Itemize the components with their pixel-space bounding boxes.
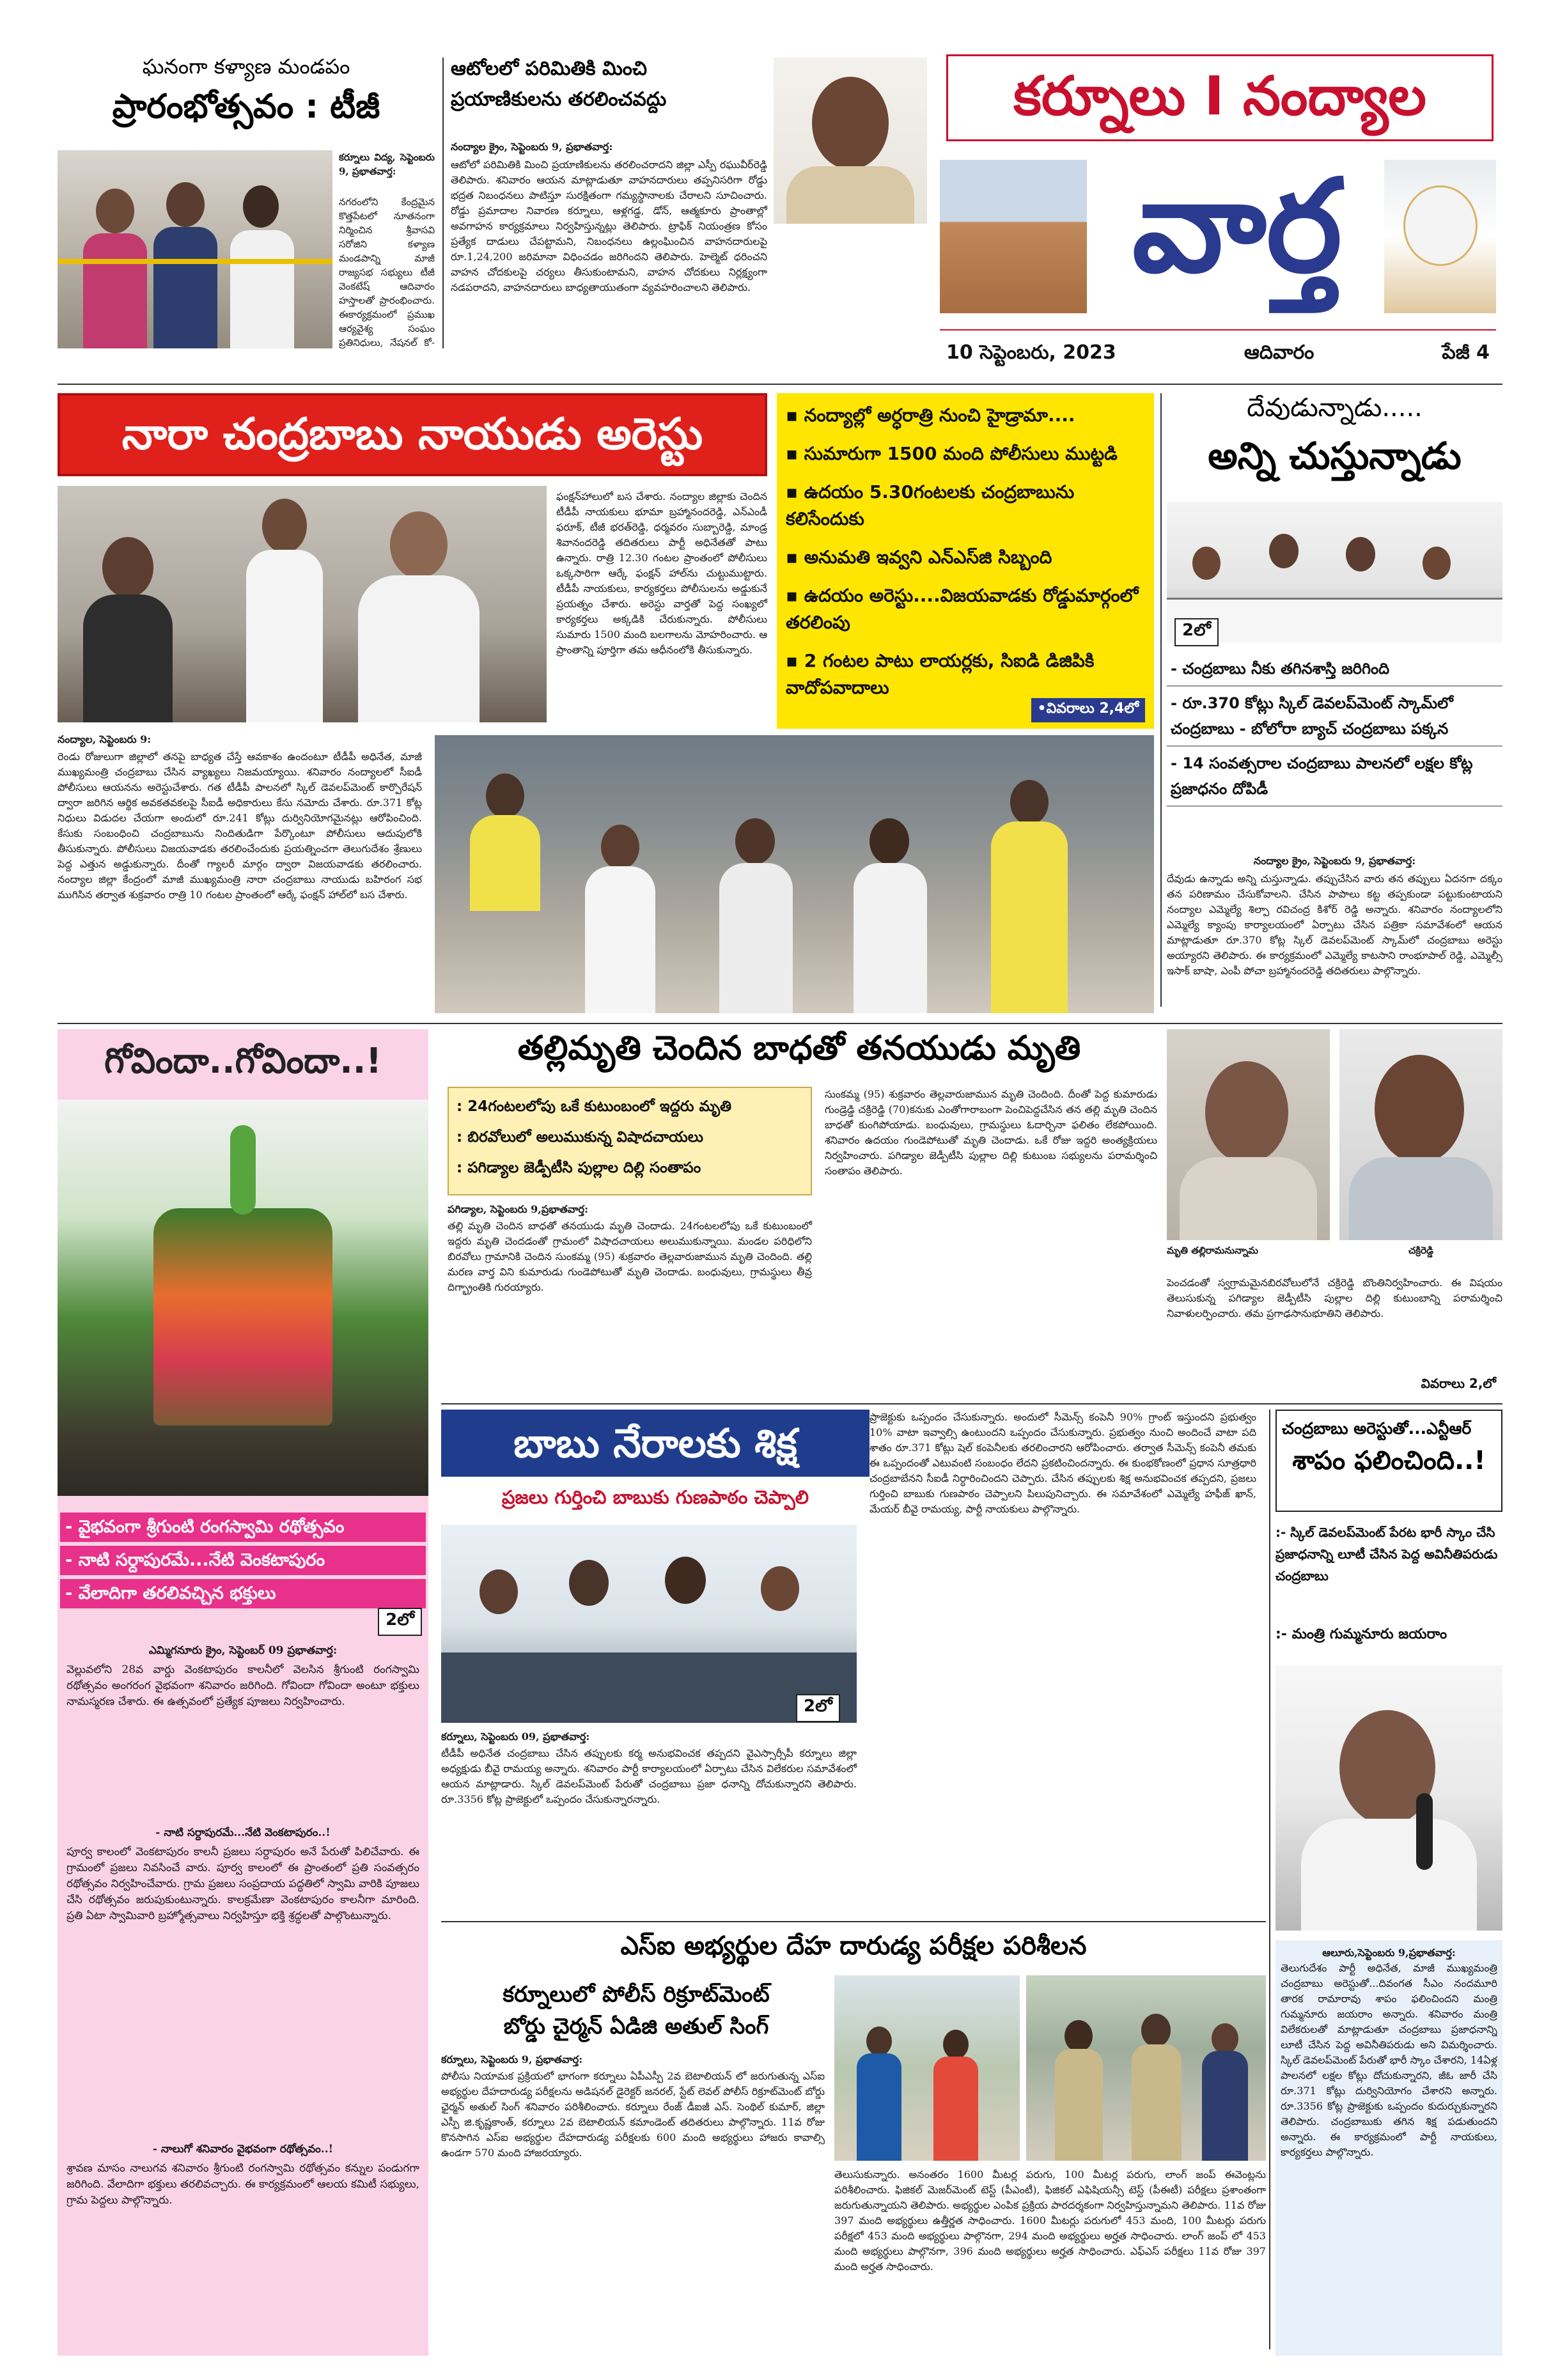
story-si-body: పోలీసు నియామక ప్రక్రియలో భాగంగా కర్నూలు ఏపీఎస్పీ 2వ బెటాలియన్ లో జరుగుతున్న ఎస్ఐ అభ్యర్థుల దేహదారుడ్య పరీక్షలను అడిషనల్ డైరెక్టర్ జనరల్, స్టేట్ లెవల్ పోలీస్ రిక్రూట్‌మెంట్ బోర్డు ఛైర్మన్ అతుల్ సింగ్ శనివారం పరిశీలించారు. కర్నూలు రేంజ్ డీఐజీ ఎస్. సెంథిల్ కుమార్, జిల్లా ఎస్పీ జి.కృష్ణకాంత్, కర్నూలు 2వ బెటాలియన్ కమాండెంట్ తదితరులు పాల్గొన్నారు. 11వ రోజు కొనసాగిన ఎస్ఐ అభ్యర్థుల దేహదారుడ్య పరీక్షలకు 600 మంది అభ్యర్థులు హాజరు కావాల్సి ఉండగా 570 మంది హాజరయ్యారు. — [441, 2070, 825, 2159]
story-babu-neralu-headline-box — [441, 1410, 870, 1477]
story-si-body2: తెలుసుకున్నారు. అనంతరం 1600 మీటర్ల పరుగు, 100 మీటర్ల పరుగు, లాంగ్ జంప్ ఈవెంట్లను పరిశీలించారు. ఫిజికల్ మెజర్‌మెంట్ టెస్ట్ (పీఎంటీ), ఫిజికల్ ఎఫిషియన్సీ టెస్ట్ (పీఈటీ) పరీక్షలు ప్రశాంతంగా జరుగుతున్నాయని తెలిపారు. అభ్యర్థుల ఎంపిక ప్రక్రియ పారదర్శకంగా నిర్వహిస్తున్నామని తెలిపారు. 11వ రోజు 397 మంది అభ్యర్థులు ఉత్తీర్ణత సాధించారు. 1600 మీటర్లు పరుగులో 453 మంది, 100 మీటర్లు పరుగు పరీక్షలో 453 మంది అభ్యర్థులు పాల్గొనగా, 294 మంది అభ్యర్థులు అర్హత సాధించారు. లాంగ్ జంప్ లో 453 మంది అభ్యర్థులు పాల్గొనగా, 396 మంది అభ్యర్థులు అర్హత సాధించారు. ఎఫ్‌ఎస్ పరీక్షలు 11వ రోజు 397 మంది అర్హత సాధించారు. — [834, 2168, 1266, 2273]
story-si-headline: ఎస్ఐ అభ్యర్థుల దేహ దారుడ్య పరీక్షల పరిశీలన — [620, 1931, 1087, 1961]
story-devudu-headline-line2: అన్ని చుస్తున్నాడు — [1208, 434, 1462, 478]
masthead-fort-image — [940, 160, 1087, 313]
person-figure — [761, 1566, 799, 1611]
statue-head — [1403, 185, 1478, 266]
story-ntr-photo — [1275, 1665, 1502, 1931]
column-rule — [1160, 393, 1162, 1007]
story-govinda-dateline: ఎమ్మిగనూరు క్రైం, సెప్టెంబర్ 09 ప్రభాతవార్త: — [148, 1644, 338, 1657]
portrait-uniform — [786, 166, 914, 224]
person-figure — [83, 233, 147, 348]
lead-body: రెండు రోజులుగా జిల్లాలో తనపై బాధ్యత చేస్తే ఆవకాశం ఉందంటూ టీడీపీ అధినేత, మాజీ ముఖ్యమంత్రి చంద్రబాబు చేసిన వ్యాఖ్యలు నిజమయ్యాయి. శనివారం నంద్యాలలో సీఐడీ పోలీసులు ఆయనను అరెస్టుచేశారు. గత టీడీపీ పాలనలో స్కిల్ డెవలప్‌మెంట్ కార్పొరేషన్ ద్వారా జరిగిన ఆర్థిక అవకతవకలపై సీఐడీ అధికారులు కేసు నమోదు చేశారు. రూ.371 కోట్ల నిధులు విడుదల చేయగా అందులో రూ.241 కోట్లు దుర్వినియోగమైనట్లు ఆరోపించింది. కేసుకు సంబంధించి చంద్రబాబును నిందితుడిగా పేర్కొంటూ పోలీసులు ఆదుపులోకి తీసుకున్నారు. పోలీసులు విజయవాడకు తరలించేందుకు ప్రయత్నించగా తెలుగుదేశం శ్రేణులు పెద్ద ఎత్తున అడ్డుకున్నారు. దీంతో గ్యాలరీ మార్గం ద్వారా విజయవాడకు తరలించారు. నంద్యాల జిల్లా కేంద్రంలో మాజీ ముఖ్యమంత్రి నారా చంద్రబాబు నాయుడు బహిరంగ సభ ముగిసిన తర్వాత శుక్రవారం రాత్రి 10 గంటల ప్రాంతంలో ఆర్కే ఫంక్షన్ హాల్‌లో బస చేశారు. — [58, 751, 422, 901]
bullet-text: నాటి సర్దాపురమే...నేటి వెంకటాపురం — [78, 1550, 325, 1570]
portrait-face — [812, 77, 889, 169]
bullet-text: : బిరవోలులో అలుముకున్న విషాదచాయలు — [456, 1129, 703, 1146]
lead-bullet: ▪ అనుమతి ఇవ్వని ఎన్ఎస్‌జి సిబ్బంది — [786, 547, 1052, 568]
portrait-body — [1180, 1157, 1317, 1240]
person-figure — [1423, 547, 1451, 580]
story-devudu-bullets — [1167, 652, 1502, 807]
story-si-dateline: కర్నూలు, సెప్టెంబరు 9, ప్రభాతవార్త: — [441, 2053, 583, 2065]
lead-bullet-text: ఉదయం 5.30గంటలకు చంద్రబాబును కలిసేందుకు — [786, 481, 1075, 529]
person-figure — [153, 227, 217, 348]
bullet-text: వైభవంగా శ్రీగుంటి రంగస్వామి రథోత్సవం — [78, 1517, 345, 1537]
chariot-body — [153, 1208, 332, 1426]
lead-bullet: ▪ ఉదయం 5.30గంటలకు చంద్రబాబును కలిసేందుకు — [786, 481, 1075, 529]
story-auto-headline-line1: ఆటోలలో పరిమితికి మించి — [451, 58, 647, 80]
story-govinda-bullet: - నాటి సర్దాపురమే...నేటి వెంకటాపురం — [60, 1546, 426, 1575]
story-ntr-body: తెలుగుదేశం పార్టీ అధినేత, మాజీ ముఖ్యమంత్రి చంద్రబాబు అరెస్టుతో...దివంగత సీఎం నందమూరి తారక రామారావు శాపం ఫలించిందని మంత్రి గుమ్మనూరు జయరాం అన్నారు. శనివారం మంత్రి విలేకరులతో మాట్లాడుతూ చంద్రబాబు ప్రజాధనాన్ని లూటీ చేసిన పెద్ద అవినీతిపరుడు అని విమర్శించారు. స్కిల్ డెవలప్‌మెంట్ పేరుతో భారీ స్కాం చేశారని, 14ఏళ్ల పాలనలో లక్షల కోట్లు దోచుకున్నారని, జీఓ జారీ చేసి రూ.371 కోట్లు దుర్వినియోగం చేశారని అన్నారు. రూ.3356 కోట్ల ప్రాజెక్టుకు ఒప్పందం కుదుర్చుకున్నారని తెలిపారు. చంద్రబాబుకు తగిన శిక్ష పడుతుందని అన్నారు. ఈ కార్యక్రమంలో పార్టీ నాయకులు, కార్యకర్తలు పాల్గొన్నారు. — [1281, 1962, 1497, 2158]
story-tallimruthi-photo-mother — [1167, 1029, 1330, 1240]
person-figure — [262, 499, 307, 553]
story-auto — [451, 58, 927, 348]
story-devudu-bullet: - రూ.370 కోట్లు స్కిల్ డెవలప్‌మెంట్ స్కామ్‌లో చంద్రబాబు - బోలోరా బ్యాచ్ చంద్రబాబు పక్కన — [1167, 687, 1502, 747]
person-figure — [1055, 2049, 1103, 2161]
story-babu-neralu-headline: బాబు నేరాలకు శిక్ష — [513, 1420, 797, 1466]
story-devudu-body: దేవుడు ఉన్నాడు అన్ని చుస్తున్నాడు. తప్పుచేసిన వారు తన తప్పులు ఏదనగా దక్కం తన పరిణామం చేసుకోవాలని. చేసిన పాపాలు కట్ట తప్పకుండా పట్టుకుంటాయని నంద్యాల ఎమ్మెల్యే శిల్పా రవిచంద్ర కిశోర్ రెడ్డి అన్నారు. శనివారం నంద్యాలలోని ఎమ్మెల్యే క్యాంపు కార్యాలయంలో ఏర్పాటు చేసిన పత్రికా సమావేశంలో ఆయన మాట్లాడుతూ రూ.370 కోట్ల స్కిల్ డెవలప్‌మెంట్ స్కామ్‌లో చంద్రబాబు అరెస్టు అయ్యారని తెలిపారు. ఈ కార్యక్రమంలో ఎమ్మెల్యే కాటసాని రాంభూపాల్ రెడ్డి, ఎమ్మెల్సీ ఇసాక్ బాషా, ఎంపీ పోచా బ్రహ్మానందరెడ్డి తదితరులు పాల్గొన్నారు. — [1167, 873, 1502, 977]
story-babu-neralu-body2: ప్రాజెక్టుకు ఒప్పందం చేసుకున్నారు. అందులో సీమెన్స్ కంపెనీ 90% గ్రాంట్ ఇస్తుందని ప్రభుత్వం 10% వాటా ఇవ్వాల్సి ఉంటుందని ఒప్పందం చేసుకున్నారు. ప్రభుత్వం నుంచి అందించే వాటా పది శాతం రూ.371 కోట్లు షెల్ కంపెనీలకు తరలించారని ఆరోపించారు. తర్వాత సీమెన్స్ కంపెనీ తమకు ఈ ఒప్పందంతో ఎటువంటి సంబంధం లేదని ప్రకటించిందన్నారు. ఈ కుంభకోణంలో ప్రధాన సూత్రధారి చంద్రబాబేనని సీఐడీ నిర్ధారించిందని చెప్పారు. చేసిన తప్పులకు శిక్ష అనుభవించక తప్పదని, ప్రజలు గుర్తించి బాబుకు గుణపాఠం చెప్పాలని పిలుపునిచ్చారు. ఈ సమావేశంలో ఎమ్మెల్యే హఫీజ్ ఖాన్, మేయర్ బీవై రామయ్య, పార్టీ నాయకులు పాల్గొన్నారు. — [870, 1411, 1256, 1515]
story-kalyana-dateline: కర్నూలు విద్య, సెప్టెంబరు 9, ప్రభాతవార్త: — [339, 152, 435, 177]
person-figure — [1132, 2044, 1182, 2161]
story-tallimruthi-body3: పెంచడంతో స్వగ్రామమైనబిరవోలులోనే చక్రిరెడ్డి బొంతినిర్వహించారు. ఈ విషయం తెలుసుకున్న పగిడ్యాల జెడ్పీటీసి పుల్లాల దిల్లి కుటుంబాన్ని పరామర్శించి నివాళులర్పించారు. తమ ప్రగాఢసానుభూతిని తెలిపారు. — [1167, 1277, 1502, 1319]
story-govinda — [58, 1029, 428, 2356]
story-govinda-bullets — [58, 1509, 428, 1612]
lead-bullet-text: అనుమతి ఇవ్వని ఎన్ఎస్‌జి సిబ్బంది — [804, 547, 1052, 568]
masthead-day: ఆదివారం — [1244, 341, 1314, 364]
section-rule — [441, 1921, 1266, 1922]
bullet-text: : పగిడ్యాల జెడ్పీటీసి పుల్లాల దిల్లి సంతాపం — [456, 1160, 701, 1176]
lead-more-link[interactable]: •వివరాలు 2,4లో — [1031, 698, 1145, 722]
section-rule — [58, 1023, 1502, 1024]
story-babu-neralu-subhead: ప్రజలు గుర్తించి బాబుకు గుణపాఠం చెప్పాలి — [501, 1486, 809, 1508]
person-figure — [1192, 547, 1221, 580]
story-tallimruthi-bullets — [448, 1087, 812, 1195]
bullet-text: చంద్రబాబు నీకు తగినశాస్తి జరిగింది — [1182, 660, 1390, 678]
masthead-statue-image — [1384, 160, 1496, 313]
bullet-text: 14 సంవత్సరాల చంద్రబాబు పాలనలో లక్షల కోట్ల ప్రజాధనం దోపిడీ — [1171, 754, 1473, 798]
person-figure — [719, 863, 793, 1013]
lead-photo-protest — [435, 735, 1154, 1013]
story-kalyana-kicker: ఘనంగా కళ్యాణ మండపం — [142, 54, 350, 79]
person-figure — [991, 821, 1068, 1013]
story-kalyana-photo — [58, 150, 332, 348]
person-figure — [83, 595, 173, 722]
bullet-text: రూ.370 కోట్లు స్కిల్ డెవలప్‌మెంట్ స్కామ్‌లో చంద్రబాబు - బోలోరా బ్యాచ్ చంద్రబాబు పక్కన — [1171, 694, 1453, 738]
masthead-regions: కర్నూలు I నంద్యాల — [946, 54, 1494, 141]
story-tallimruthi-dateline: పగిడ్యాల, సెప్టెంబరు 9,ప్రభాతవార్త: — [448, 1203, 588, 1215]
person-figure — [96, 189, 134, 233]
story-govinda-subhead2: - నాలుగో శనివారం వైభవంగా రథోత్సవం..! — [152, 2143, 334, 2156]
story-govinda-body3: శ్రావణ మాసం నాలుగవ శనివారం శ్రీగుంటి రంగస్వామి రథోత్సవం కన్నుల పండుగగా జరిగింది. వేలాదిగా భక్తులు తరలివచ్చారు. ఈ కార్యక్రమంలో ఆలయ కమిటీ సభ్యులు, గ్రామ పెద్దలు పాల్గొన్నారు. — [66, 2162, 419, 2207]
story-babu-neralu-body: టీడీపీ అధినేత చంద్రబాబు చేసిన తప్పులకు కర్మ అనుభవించక తప్పదని వైఎస్సార్సీపీ కర్నూలు జిల్లా అధ్యక్షుడు బీవై రామయ్య అన్నారు. శనివారం పార్టీ కార్యాలయంలో ఏర్పాటు చేసిన విలేకరుల సమావేశంలో ఆయన మాట్లాడారు. స్కిల్ డెవలప్‌మెంట్ పేరుతో చంద్రబాబు ప్రజా ధనాన్ని దోచుకున్నారని తెలిపారు. రూ.3356 కోట్ల ప్రాజెక్టులో ఒప్పందం చేసుకున్నారన్నారు. — [441, 1747, 857, 1805]
person-figure — [735, 818, 775, 864]
story-devudu-bullet: - 14 సంవత్సరాల చంద్రబాబు పాలనలో లక్షల కోట్ల ప్రజాధనం దోపిడీ — [1167, 747, 1502, 807]
portrait-body — [1301, 1819, 1477, 1931]
lead-bullet: ▪ నంద్యాల్లో అర్ధరాత్రి నుంచి హైడ్రామా.... — [786, 405, 1075, 426]
story-auto-portrait — [774, 58, 927, 224]
person-figure — [870, 818, 909, 864]
person-figure — [470, 815, 540, 911]
lead-bullet-text: నంద్యాల్లో అర్ధరాత్రి నుంచి హైడ్రామా.... — [804, 405, 1075, 426]
column-rule — [1269, 1410, 1270, 2349]
story-devudu — [1167, 393, 1502, 1016]
person-figure — [1202, 2051, 1248, 2161]
lead-bullet-text: సుమారుగా 1500 మంది పోలీసులు ముట్టడి — [804, 443, 1118, 464]
person-figure — [480, 1569, 518, 1614]
story-ntr-bullet-minister: :- మంత్రి గుమ్మనూరు జయరాం — [1275, 1626, 1447, 1642]
story-tallimruthi-photo-son — [1339, 1029, 1502, 1240]
person-figure — [857, 2053, 901, 2161]
lead-photo-meeting — [58, 486, 547, 722]
person-figure — [486, 774, 524, 818]
person-figure — [866, 2026, 892, 2056]
section-rule — [441, 1403, 1502, 1404]
story-babu-neralu-dateline: కర్నూలు, సెప్టెంబరు 09, ప్రభాతవార్త: — [441, 1731, 590, 1743]
masthead-date: 10 సెప్టెంబరు, 2023 — [946, 341, 1116, 364]
person-figure — [943, 2030, 969, 2059]
masthead — [940, 54, 1496, 384]
story-devudu-headline-line1: దేవుడున్నాడు..... — [1247, 393, 1423, 423]
story-tallimruthi — [441, 1029, 1502, 1397]
story-govinda-tag[interactable]: 2లో — [378, 1608, 422, 1636]
microphone — [1416, 1793, 1433, 1870]
person-figure — [1346, 537, 1375, 572]
person-figure — [1010, 780, 1049, 825]
story-govinda-bullet: - వేలాదిగా తరలివచ్చిన భక్తులు — [60, 1579, 426, 1608]
lead-bullets — [777, 393, 1154, 729]
lead-bullet: ▪ 2 గంటల పాటు లాయర్లకు, సిఐడి డిజిపికి వాదోపవాదాలు — [786, 650, 1095, 698]
portrait-face — [1375, 1055, 1464, 1163]
story-govinda-headline: గోవిందా..గోవిందా..! — [104, 1041, 382, 1081]
story-auto-body: ఆటోలో పరిమితికి మించి ప్రయాణికులను తరలించరాదని జిల్లా ఎస్పీ రఘువీర్‌రెడ్డి తెలిపారు. శనివారం ఆయన మాట్లాడుతూ వాహనదారులు తప్పనిసరిగా రోడ్డు భద్రత నిబంధనలు పాటిస్తూ సురక్షితంగా గమ్యస్థానాలకు చేరాలని సూచించారు. రోడ్డు ప్రమాదాల నివారణ కర్నూలు, ఆళ్లగడ్డ, డోన్, ఆత్మకూరు ప్రాంతాల్లో అవగాహన కార్యక్రమాలు నిర్వహిస్తున్నట్లు తెలిపారు. ట్రాఫిక్ నియంత్రణ కోసం ప్రత్యేక దాడులు చేపట్టామని, నిబంధనలు ఉల్లంఘించిన వాహనదారులపై రూ.1,24,200 జరిమానా విధించడం జరిగిందని తెలిపారు. హెల్మెట్ ధరించని వాహన చోదకులపై చర్యలు తీసుకుంటామని, వాహన చోదకులు నిర్లక్ష్యంగా నడపరాదని, వాహనదారులు బాధ్యతాయుతంగా వ్యవహరించాలని తెలిపారు. — [451, 159, 767, 293]
story-ntr-text-box — [1275, 1940, 1502, 2356]
story-devudu-dateline: నంద్యాల క్రైం, సెప్టెంబరు 9, ప్రభాతవార్త: — [1253, 855, 1416, 867]
story-ntr-headline-line2: శాపం ఫలించింది..! — [1292, 1446, 1486, 1475]
person-figure — [569, 1560, 609, 1606]
story-govinda-body2: పూర్వ కాలంలో వెంకటాపురం కాలనీ ప్రజలు సర్దాపురం అనే పేరుతో పిలిచేవారు. ఈ గ్రామంలో ప్రజలు నివసించే వారు. పూర్వ కాలంలో ఈ ప్రాంతంలో ప్రతి సంవత్సరం రథోత్సవం నిర్వహించేవారు. గ్రామ ప్రజలు సంప్రదాయ పద్ధతిలో స్వామి వారికి పూజలు చేసి రథోత్సవం జరుపుకుంటున్నారు. కాలక్రమేణా వెంకటాపురం కాలనీగా మారింది. ప్రతి ఏటా స్వామివారి బ్రహ్మోత్సవాలు నిర్వహిస్తూ భక్తి శ్రద్ధలతో పాల్గొంటున్నారు. — [66, 1846, 419, 1922]
story-babu-neralu — [441, 1410, 1260, 1915]
story-ntr-headline-box — [1275, 1410, 1502, 1512]
story-kalyana-body: నగరంలోని కేంద్రమైన కొత్తపేటలో నూతనంగా నిర్మించిన శ్రీవాసవి సరోజిని కళ్యాణ మండపాన్ని మాజీ రాజ్యసభ సభ్యులు టీజీ వెంకటేష్ ఆదివారం హస్తాలతో ప్రారంభించారు. ఈకార్యక్రమంలో ప్రముఖ ఆర్యవైశ్య సంఘం ప్రతినిధులు, నేషనల్ కో- — [339, 196, 435, 348]
story-kalyana-headline: ప్రారంభోత్సవం : టీజీ — [112, 88, 380, 126]
person-figure — [585, 866, 655, 1013]
person-figure — [1269, 534, 1299, 568]
person-figure — [1141, 2014, 1171, 2047]
press-table — [441, 1653, 857, 1723]
story-tallimruthi-caption-left: మృతి తల్లిరామనున్నామ — [1167, 1245, 1259, 1256]
person-figure — [230, 230, 294, 348]
lead-bullet: ▪ సుమారుగా 1500 మంది పోలీసులు ముట్టడి — [786, 443, 1118, 464]
story-auto-dateline: నంద్యాల క్రైం, సెప్టెంబరు 9, ప్రభాతవార్త: — [451, 141, 613, 153]
story-ntr-bullet-main: :- స్కిల్ డెవలప్‌మెంట్ పేరట భారీ స్కాం చేసి ప్రజాధనాన్ని లూటీ చేసిన పెద్ద అవినీతిపరుడు చంద్రబాబు — [1275, 1525, 1498, 1583]
person-figure — [243, 185, 279, 228]
story-ntr — [1275, 1410, 1502, 2356]
story-auto-headline-line2: ప్రయాణికులను తరలించవద్దు — [451, 88, 667, 111]
story-devudu-tag[interactable]: 2లో — [1174, 618, 1219, 646]
lead-bullet: ▪ ఉదయం అరెస్టు....విజయవాడకు రోడ్డుమార్గంలో తరలింపు — [786, 585, 1139, 633]
story-si-subhead-line1: కర్నూలులో పోలీస్ రిక్రూట్‌మెంట్ — [503, 1982, 770, 2007]
story-si-photo — [1026, 1975, 1266, 2161]
lead-headline-box — [58, 393, 767, 476]
person-figure — [601, 825, 639, 869]
masthead-logo: వార్త — [1132, 152, 1343, 301]
story-tallimruthi-body2: సుంకమ్మ (95) శుక్రవారం తెల్లవారుజామున మృతి చెందింది. దీంతో పెద్ద కుమారుడు గుండ్రెడ్డి చక్రిరెడ్డి (70)కనుకు ఎంతోగారాబంగా పెంచిపెద్దచేసిన తన తల్లి మృతి చెందిన బాధతో కుంగిపోయాడు. బంధువులు, గ్రామస్థులు ఓదార్చినా ఫలితం లేకపోయింది. శనివారం ఉదయం గుండెపోటుతో మృతి చెందాడు. ఒకే రోజు ఇద్దరి అంత్యక్రియలు నిర్వహించారు. పగిడ్యాల జెడ్పీటీసి పుల్లాల దిల్లి కుటుంబ సభ్యులను పరామర్శించి సంతాపం తెలిపారు. — [825, 1088, 1157, 1177]
story-ntr-dateline: ఆలూరు,సెప్టెంబరు 9,ప్రభాతవార్త: — [1322, 1947, 1456, 1959]
person-figure — [166, 182, 205, 227]
portrait-face — [1205, 1061, 1288, 1163]
bullet-text: వేలాదిగా తరలివచ్చిన భక్తులు — [78, 1583, 276, 1603]
story-si — [441, 1927, 1266, 2356]
chariot-flag — [230, 1125, 256, 1215]
masthead-divider — [940, 329, 1496, 331]
person-figure — [1212, 2023, 1238, 2054]
story-ntr-headline-line1: చంద్రబాబు అరెస్టుతో...ఎన్టీఆర్ — [1282, 1419, 1472, 1438]
story-govinda-subhead1: - నాటి సర్దాపురమే...నేటి వెంకటాపురం..! — [155, 1826, 331, 1839]
person-figure — [1065, 2020, 1093, 2052]
person-figure — [390, 511, 448, 579]
person-figure — [665, 1557, 706, 1604]
story-kalyana — [58, 54, 435, 348]
story-babu-neralu-tag[interactable]: 2లో — [796, 1694, 840, 1722]
masthead-page: పేజీ 4 — [1442, 341, 1490, 364]
story-si-subhead-line2: బోర్డు చైర్మన్ ఏడిజి అతుల్ సింగ్ — [503, 2014, 769, 2039]
story-govinda-body: వెల్లువలోని 28వ వార్డు వెంకటాపురం కాలనీలో వెలసిన శ్రీగుంటి రంగస్వామి రథోత్సవం అంగరంగ వైభవంగా శనివారం జరిగింది. గోవిందా గోవిందా అంటూ భక్తులు నామస్మరణ చేశారు. ఈ ఉత్సవంలో ప్రత్యేక పూజలు నిర్వహించారు. — [66, 1663, 419, 1708]
story-tallimruthi-headline: తల్లిమృతి చెందిన బాధతో తనయుడు మృతి — [517, 1029, 1081, 1068]
lead-headline: నారా చంద్రబాబు నాయుడు అరెస్టు — [121, 409, 703, 460]
bullet-text: : 24గంటలలోపు ఒకే కుటుంబంలో ఇద్దరు మృతి — [456, 1098, 732, 1115]
story-tallimruthi-body: తల్లి మృతి చెందిన బాధతో తనయుడు మృతి చెందాడు. 24గంటలలోపు ఒకే కుటుంబంలో ఇద్దరు మృతి చెందడంతో గ్రామంలో విషాదచాయలు అలుముకున్నాయి. మండల పరిధిలోని బిరవోలు గ్రామానికి చెందిన సుంకమ్మ (95) శుక్రవారం తెల్లవారుజామున మృతి చెందింది. తల్లి మరణ వార్త విని కుమారుడు గుండెపోటుతో మృతి చెందాడు. బంధువులు, గ్రామస్థులు తీవ్ర దిగ్భ్రాంతికి గురయ్యారు. — [448, 1220, 812, 1293]
person-figure — [358, 575, 480, 722]
person-figure — [246, 550, 323, 722]
lead-bullet-text: 2 గంటల పాటు లాయర్లకు, సిఐడి డిజిపికి వాదోపవాదాలు — [786, 650, 1095, 698]
ribbon — [58, 259, 332, 264]
story-tallimruthi-caption-right: చక్రిరెడ్డి — [1408, 1245, 1434, 1256]
lead-bullet-list — [786, 402, 1148, 701]
person-figure — [102, 537, 153, 598]
portrait-body — [1349, 1157, 1493, 1240]
masthead-dateline-bar — [940, 336, 1496, 374]
person-figure — [854, 863, 927, 1013]
person-figure — [933, 2057, 978, 2161]
section-rule — [58, 384, 1502, 385]
story-si-photo-secondary — [834, 1975, 1020, 2161]
lead-dateline: నంద్యాల, సెప్టెంబరు 9: — [58, 733, 152, 745]
column-rule — [442, 58, 444, 348]
story-govinda-chariot-photo — [58, 1100, 428, 1496]
lead-photo-side-body: ఫంక్షన్‌హాలులో బస చేశారు. నంద్యాల జిల్లాకు చెందిన టీడీపీ నాయకులు భూమా బ్రహ్మానందరెడ్డి, ఎన్‌ఎండీ ఫరూక్, టీజీ భరత్‌రెడ్డి, ధర్మవరం సుబ్బారెడ్డి, మాండ్ర శివానందరెడ్డి తదితరులు పార్టీ అధినేతతో పాటు ఉన్నారు. రాత్రి 12.30 గంటల ప్రాంతంలో పోలీసులు ఒక్కసారిగా ఆర్కే ఫంక్షన్ హాల్‌ను చుట్టుముట్టారు. టీడీపీ నాయకులు, కార్యకర్తలు పోలీసులను అడ్డుకునే ప్రయత్నం చేశారు. అరెస్టు వార్తతో పెద్ద సంఖ్యలో కార్యకర్తలు అక్కడికి చేరుకున్నారు. పోలీసులు సుమారు 1500 మంది బలగాలను మోహరించారు. ఆ ప్రాంతాన్ని పూర్తిగా తమ ఆధీనంలోకి తీసుకున్నారు. — [556, 490, 767, 656]
lead-bullet-text: ఉదయం అరెస్టు....విజయవాడకు రోడ్డుమార్గంలో తరలింపు — [786, 585, 1139, 633]
story-tallimruthi-more[interactable]: వివరాలు 2,లో — [1421, 1376, 1496, 1391]
story-govinda-bullet: - వైభవంగా శ్రీగుంటి రంగస్వామి రథోత్సవం — [60, 1513, 426, 1542]
story-babu-neralu-photo — [441, 1525, 857, 1723]
story-devudu-bullet: - చంద్రబాబు నీకు తగినశాస్తి జరిగింది — [1167, 652, 1502, 687]
